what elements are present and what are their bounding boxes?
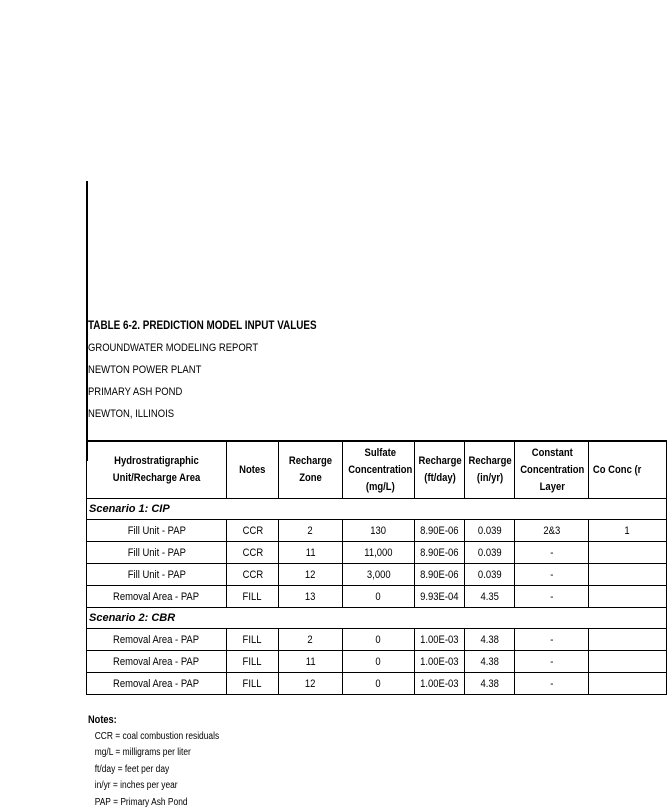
scenario-header-row — [87, 608, 667, 629]
cell-sulfate: 0 — [343, 651, 415, 673]
cell-sulfate: 130 — [343, 520, 415, 542]
input-values-table — [86, 440, 667, 695]
cell-recharge-zone: 13 — [279, 586, 343, 608]
cell-notes: FILL — [227, 651, 279, 673]
cell-recharge-ftday: 1.00E-03 — [415, 673, 465, 695]
table-row — [87, 564, 667, 586]
cell-recharge-inyr: 4.38 — [465, 673, 515, 695]
cell-recharge-inyr: 0.039 — [465, 564, 515, 586]
cell-recharge-zone: 2 — [279, 629, 343, 651]
cell-recharge-zone: 11 — [279, 542, 343, 564]
cell-truncated — [589, 542, 667, 564]
cell-recharge-inyr: 0.039 — [465, 542, 515, 564]
cell-constant-layer: - — [515, 586, 589, 608]
cell-truncated: 1 — [589, 520, 667, 542]
cell-recharge-ftday: 1.00E-03 — [415, 629, 465, 651]
cell-truncated — [589, 673, 667, 695]
cell-constant-layer: 2&3 — [515, 520, 589, 542]
scenario-label: Scenario 1: CIP — [87, 499, 667, 520]
cell-notes: CCR — [227, 542, 279, 564]
note-item: PAP = Primary Ash Pond — [88, 795, 219, 811]
location: NEWTON, ILLINOIS — [88, 403, 317, 425]
cell-notes: CCR — [227, 564, 279, 586]
col-header-sulfate: Sulfate Concentration (mg/L) — [343, 441, 415, 499]
cell-recharge-inyr: 0.039 — [465, 520, 515, 542]
table-row — [87, 629, 667, 651]
report-name: GROUNDWATER MODELING REPORT — [88, 337, 317, 359]
cell-recharge-ftday: 8.90E-06 — [415, 564, 465, 586]
cell-recharge-zone: 11 — [279, 651, 343, 673]
cell-truncated — [589, 651, 667, 673]
table-row — [87, 651, 667, 673]
cell-unit: Fill Unit - PAP — [87, 520, 227, 542]
cell-sulfate: 0 — [343, 586, 415, 608]
cell-constant-layer: - — [515, 651, 589, 673]
cell-unit: Removal Area - PAP — [87, 629, 227, 651]
cell-recharge-inyr: 4.38 — [465, 651, 515, 673]
cell-sulfate: 0 — [343, 673, 415, 695]
cell-truncated — [589, 586, 667, 608]
note-item: mg/L = milligrams per liter — [88, 745, 219, 762]
table-row — [87, 586, 667, 608]
cell-notes: FILL — [227, 586, 279, 608]
scenario-header-row — [87, 499, 667, 520]
cell-recharge-inyr: 4.38 — [465, 629, 515, 651]
note-item: CCR = coal combustion residuals — [88, 729, 219, 746]
cell-truncated — [589, 564, 667, 586]
header-row — [87, 441, 667, 499]
table-row — [87, 542, 667, 564]
cell-recharge-ftday: 8.90E-06 — [415, 542, 465, 564]
scenario-label: Scenario 2: CBR — [87, 608, 667, 629]
table-heading-block — [88, 315, 317, 425]
col-header-recharge-ftday: Recharge (ft/day) — [415, 441, 465, 499]
cell-sulfate: 3,000 — [343, 564, 415, 586]
cell-unit: Fill Unit - PAP — [87, 564, 227, 586]
cell-constant-layer: - — [515, 629, 589, 651]
note-item: in/yr = inches per year — [88, 778, 219, 795]
col-header-truncated: Co Conc (r — [589, 441, 667, 499]
col-header-recharge-zone: Recharge Zone — [279, 441, 343, 499]
col-header-constant-layer: Constant Concentration Layer — [515, 441, 589, 499]
col-header-unit: Hydrostratigraphic Unit/Recharge Area — [87, 441, 227, 499]
cell-recharge-ftday: 1.00E-03 — [415, 651, 465, 673]
cell-recharge-ftday: 9.93E-04 — [415, 586, 465, 608]
notes-label: Notes: — [88, 712, 219, 729]
notes-block — [88, 712, 219, 811]
cell-unit: Fill Unit - PAP — [87, 542, 227, 564]
pond-name: PRIMARY ASH POND — [88, 381, 317, 403]
cell-truncated — [589, 629, 667, 651]
cell-recharge-inyr: 4.35 — [465, 586, 515, 608]
cell-recharge-zone: 12 — [279, 564, 343, 586]
cell-sulfate: 11,000 — [343, 542, 415, 564]
cell-constant-layer: - — [515, 542, 589, 564]
table-row — [87, 673, 667, 695]
cell-unit: Removal Area - PAP — [87, 651, 227, 673]
cell-notes: FILL — [227, 629, 279, 651]
cell-constant-layer: - — [515, 564, 589, 586]
cell-sulfate: 0 — [343, 629, 415, 651]
cell-notes: CCR — [227, 520, 279, 542]
cell-unit: Removal Area - PAP — [87, 673, 227, 695]
table-title: TABLE 6-2. PREDICTION MODEL INPUT VALUES — [88, 315, 317, 337]
plant-name: NEWTON POWER PLANT — [88, 359, 317, 381]
note-item: ft/day = feet per day — [88, 762, 219, 779]
col-header-recharge-inyr: Recharge (in/yr) — [465, 441, 515, 499]
cell-unit: Removal Area - PAP — [87, 586, 227, 608]
cell-recharge-zone: 12 — [279, 673, 343, 695]
col-header-notes: Notes — [227, 441, 279, 499]
input-values-table-wrapper — [86, 440, 618, 696]
cell-constant-layer: - — [515, 673, 589, 695]
cell-recharge-ftday: 8.90E-06 — [415, 520, 465, 542]
cell-recharge-zone: 2 — [279, 520, 343, 542]
cell-notes: FILL — [227, 673, 279, 695]
table-row — [87, 520, 667, 542]
